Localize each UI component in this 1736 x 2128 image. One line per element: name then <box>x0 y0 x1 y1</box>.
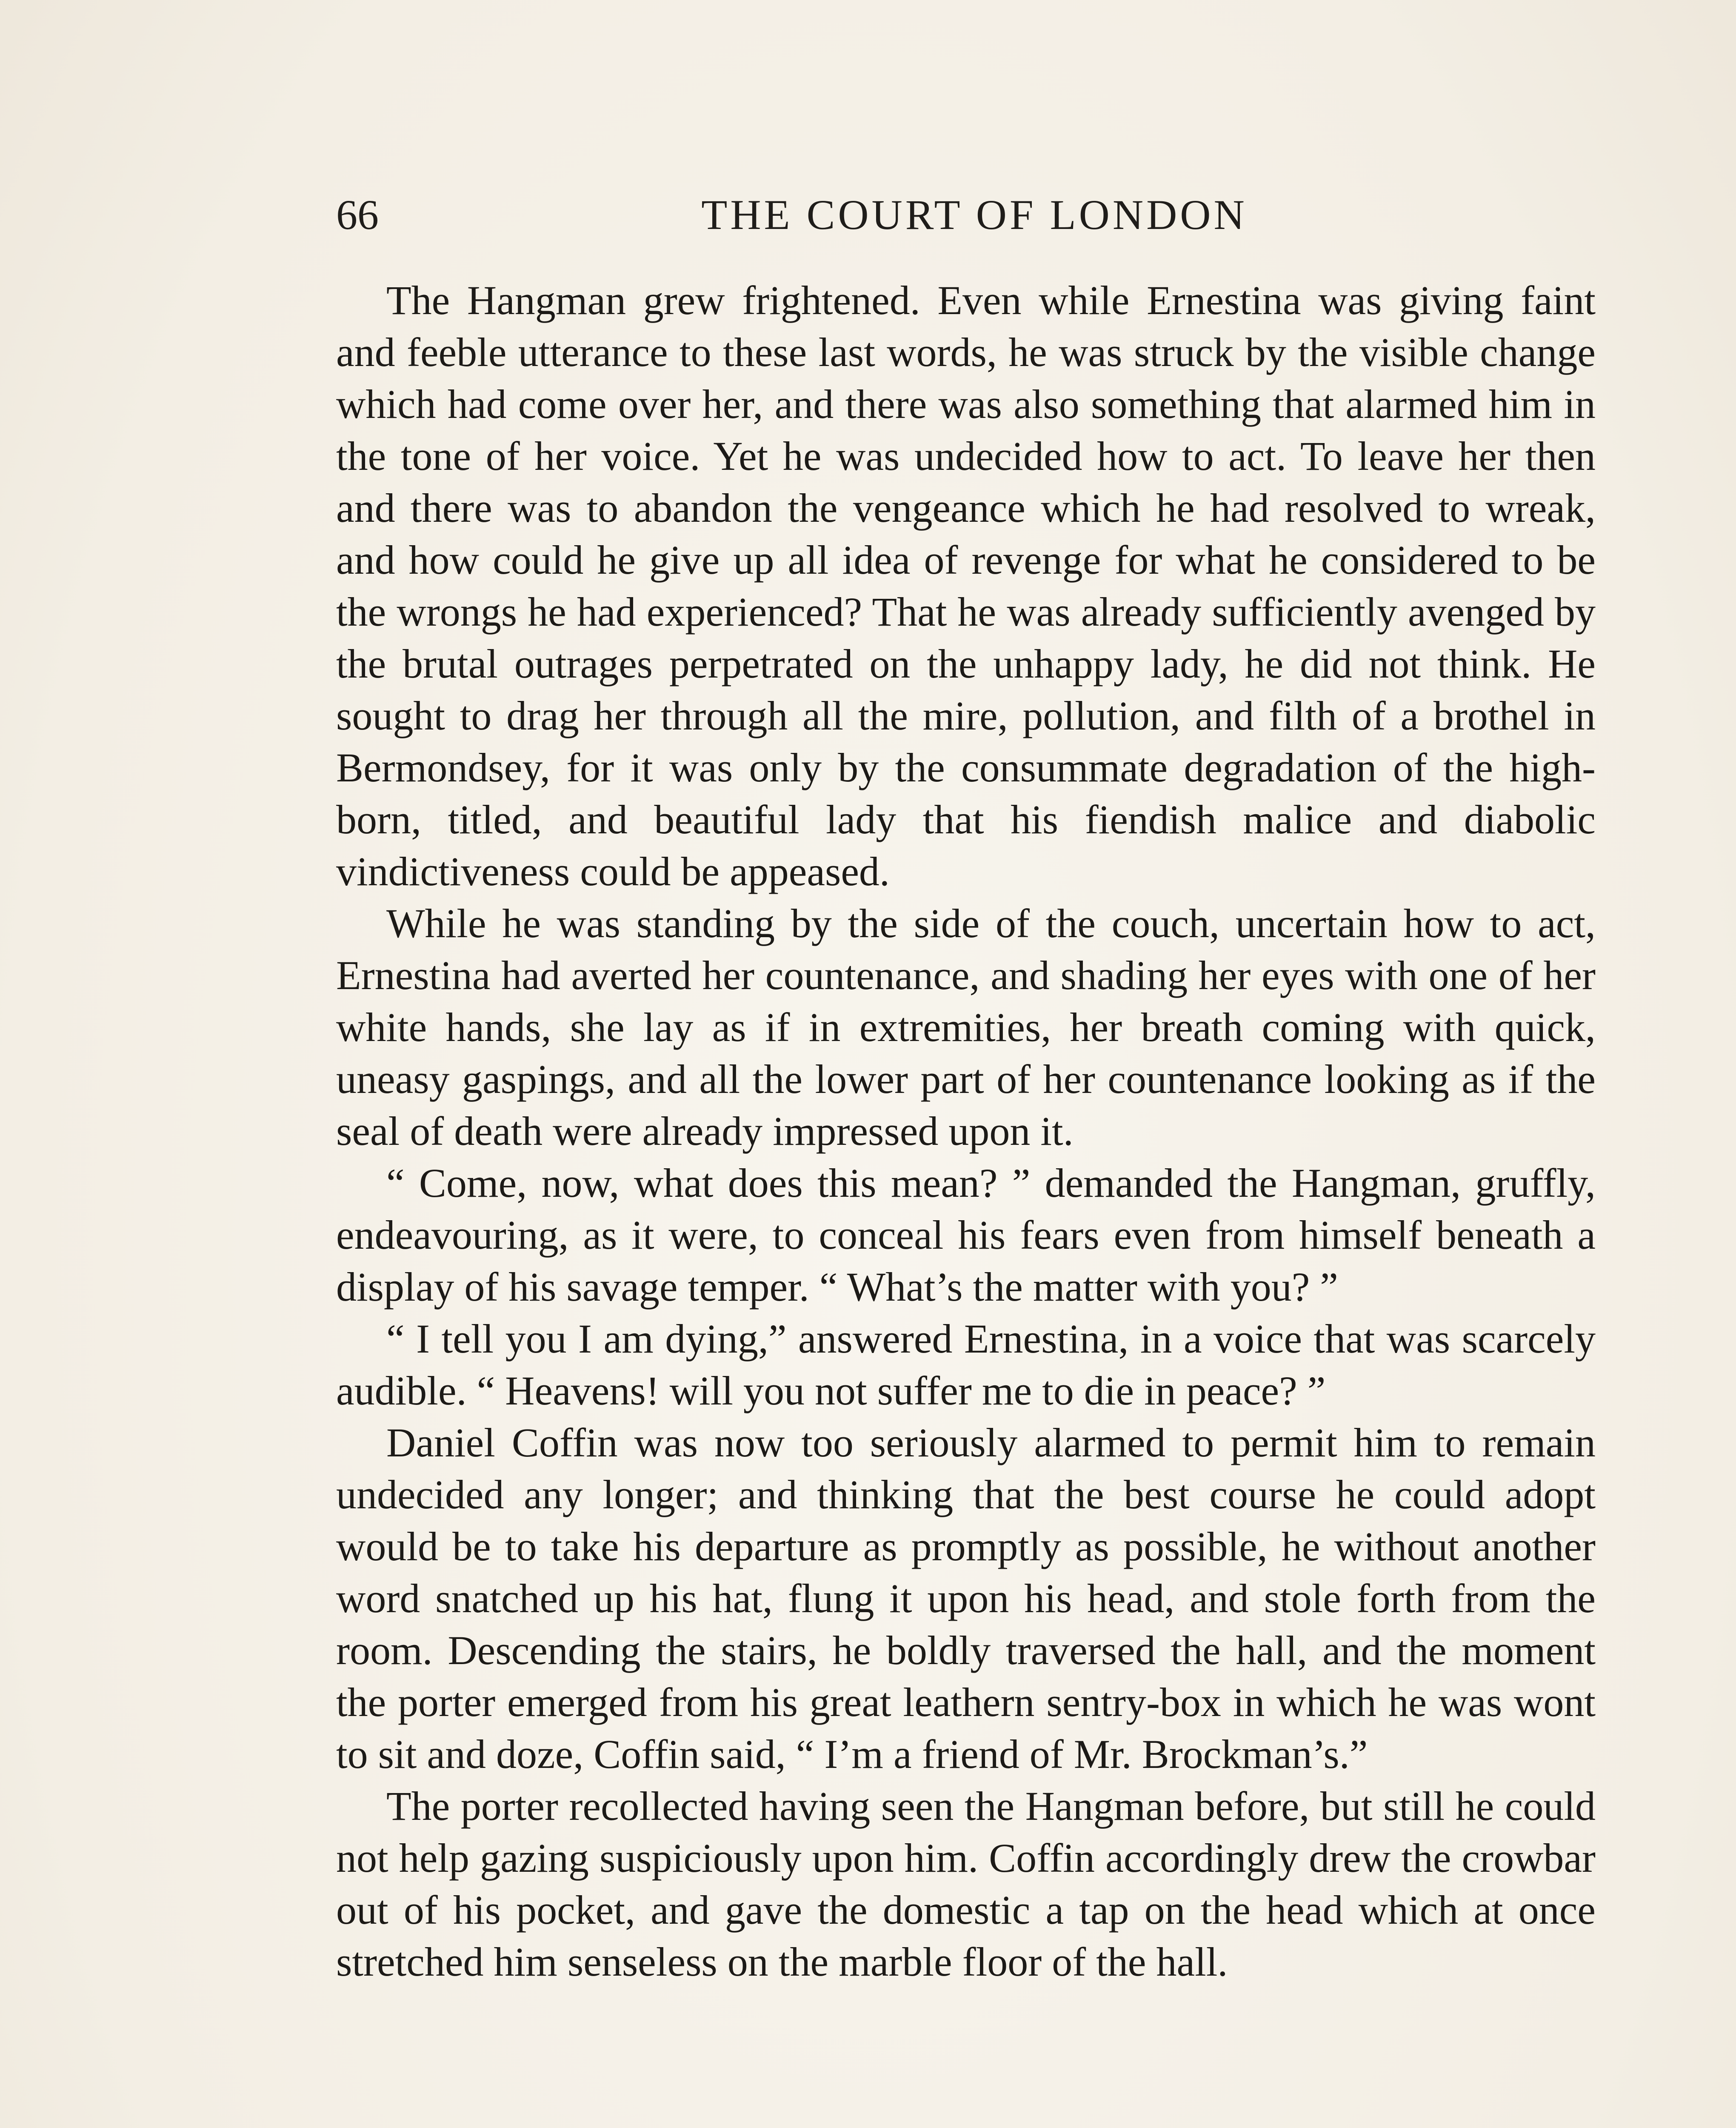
body-text <box>336 275 1596 1988</box>
paragraph: The Hangman grew frightened. Even while Ernestina was giving faint and feeble utterance to these last words, he was struck by the visible change which had come over her, and there was also something that alarmed him in the tone of her voice. Yet he was undecided how to act. To leave her then and there was to abandon the vengeance which he had resolved to wreak, and how could he give up all idea of revenge for what he considered to be the wrongs he had experienced? That he was already sufficiently avenged by the brutal outrages perpetrated on the unhappy lady, he did not think. He sought to drag her through all the mire, pollution, and filth of a brothel in Bermondsey, for it was only by the consummate degradation of the high-born, titled, and beautiful lady that his fiendish malice and diabolic vindictiveness could be appeased. <box>336 277 1596 894</box>
running-title: THE COURT OF LONDON <box>701 191 1248 238</box>
paragraph: The porter recollected having seen the Hangman before, but still he could not help gazing suspiciously upon him. Coffin accordingly drew the crowbar out of his pocket, and gave the domestic a tap on the head which at once stretched him senseless on the marble floor of the hall. <box>336 1783 1596 1985</box>
paragraph: “ I tell you I am dying,” answered Ernestina, in a voice that was scarcely audible. “ Heavens! will you not suffer me to die in peace? ” <box>336 1316 1596 1413</box>
paragraph: Daniel Coffin was now too seriously alarmed to permit him to remain undecided any longer; and thinking that the best course he could adopt would be to take his departure as promptly as possible, he without another word snatched up his hat, flung it upon his head, and stole forth from the room. Descending the stairs, he boldly traversed the hall, and the moment the porter emerged from his great leathern sentry-box in which he was wont to sit and doze, Coffin said, “ I’m a friend of Mr. Brockman’s.” <box>336 1420 1596 1777</box>
paragraph: “ Come, now, what does this mean? ” demanded the Hangman, gruffly, endeavouring, as it were, to conceal his fears even from himself beneath a display of his savage temper. “ What’s the matter with you? ” <box>336 1160 1596 1310</box>
running-head <box>336 183 1596 247</box>
paragraph: While he was standing by the side of the couch, uncertain how to act, Ernestina had averted her countenance, and shading her eyes with one of her white hands, she lay as if in extremities, her breath coming with quick, uneasy gaspings, and all the lower part of her countenance looking as if the seal of death were already impressed upon it. <box>336 901 1596 1154</box>
page-number: 66 <box>336 191 379 238</box>
